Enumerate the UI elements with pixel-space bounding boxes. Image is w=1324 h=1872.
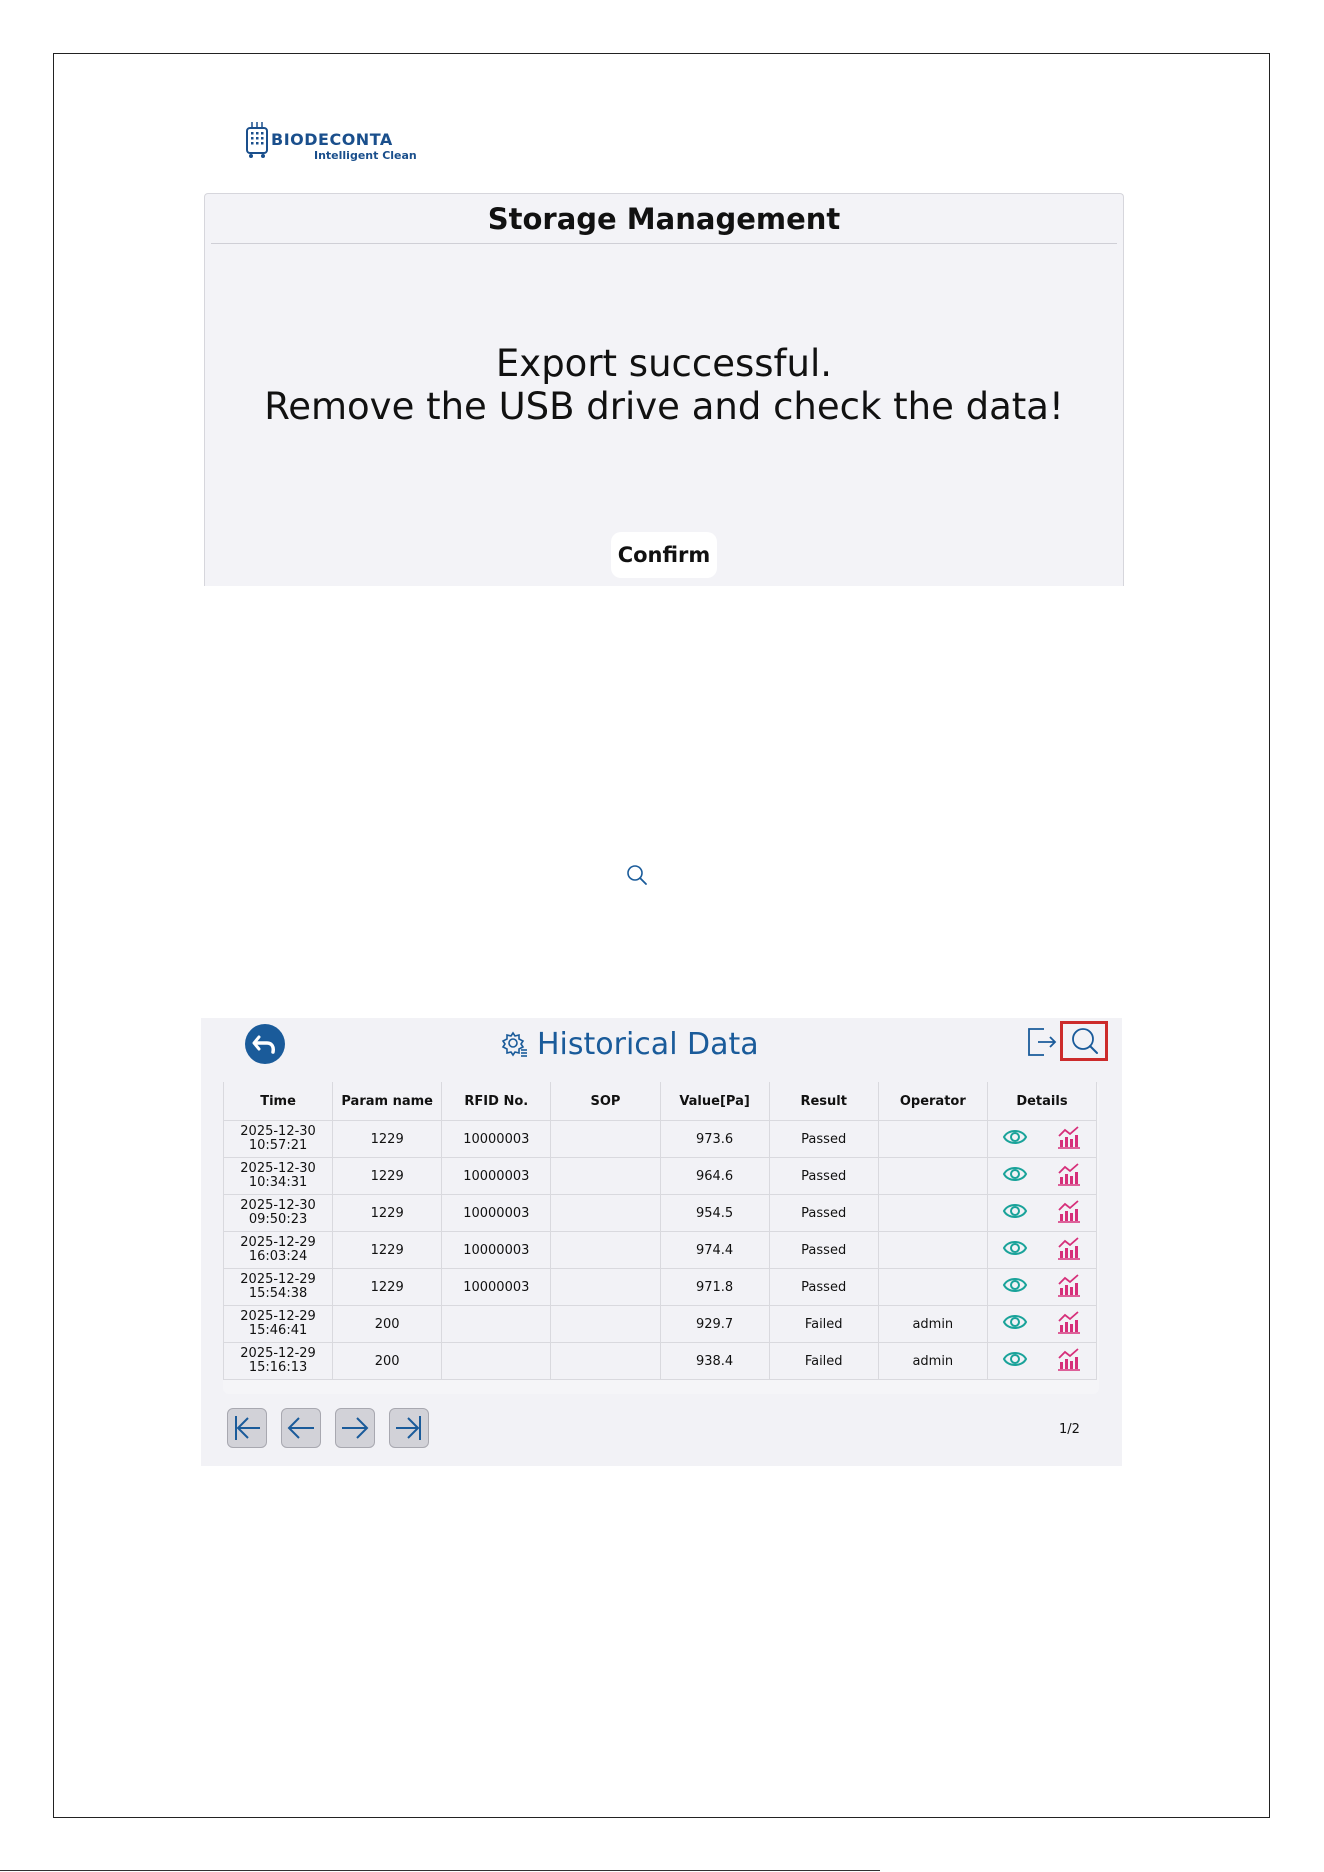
message-line-2: Remove the USB drive and check the data! (264, 385, 1064, 428)
time-cell (224, 1158, 333, 1195)
dialog-divider (211, 243, 1117, 244)
chart-icon[interactable] (1056, 1272, 1082, 1302)
logo-brand: BIODECONTA (271, 130, 393, 149)
details-cell (987, 1195, 1096, 1232)
time-clock: 15:46:41 (248, 1323, 308, 1338)
value-cell: 974.4 (660, 1232, 769, 1269)
table-row (224, 1343, 1097, 1380)
value-cell: 973.6 (660, 1121, 769, 1158)
page-indicator: 1/2 (1059, 1422, 1080, 1437)
storage-management-dialog (204, 193, 1124, 586)
details-cell (987, 1121, 1096, 1158)
history-title: Historical Data (537, 1026, 759, 1062)
details-cell (987, 1158, 1096, 1195)
column-header: Time (224, 1082, 333, 1121)
logo-icon (245, 120, 269, 160)
eye-icon[interactable] (1001, 1123, 1029, 1155)
time-date: 2025-12-29 (240, 1346, 316, 1361)
eye-icon[interactable] (1001, 1234, 1029, 1266)
details-cell (987, 1306, 1096, 1343)
logo-tagline: Intelligent Clean (314, 149, 417, 162)
table-row (224, 1306, 1097, 1343)
operator-cell: admin (878, 1306, 987, 1343)
time-cell (224, 1306, 333, 1343)
param-name-cell: 1229 (333, 1195, 442, 1232)
value-cell: 954.5 (660, 1195, 769, 1232)
result-cell: Failed (769, 1343, 878, 1380)
next-page-icon (338, 1411, 372, 1445)
result-cell: Passed (769, 1232, 878, 1269)
chart-icon[interactable] (1056, 1235, 1082, 1265)
export-icon[interactable] (1024, 1025, 1058, 1059)
sop-cell (551, 1158, 660, 1195)
time-clock: 16:03:24 (248, 1249, 308, 1264)
value-cell: 971.8 (660, 1269, 769, 1306)
table-row (224, 1195, 1097, 1232)
details-cell (987, 1232, 1096, 1269)
history-table (223, 1082, 1097, 1380)
param-name-cell: 200 (333, 1343, 442, 1380)
time-cell (224, 1232, 333, 1269)
table-row (224, 1269, 1097, 1306)
time-date: 2025-12-29 (240, 1235, 316, 1250)
column-header: Details (987, 1082, 1096, 1121)
time-cell (224, 1269, 333, 1306)
prev-page-button[interactable] (281, 1408, 321, 1448)
operator-cell (878, 1121, 987, 1158)
eye-icon[interactable] (1001, 1345, 1029, 1377)
details-cell (987, 1269, 1096, 1306)
operator-cell: admin (878, 1343, 987, 1380)
sop-cell (551, 1343, 660, 1380)
time-date: 2025-12-30 (240, 1198, 316, 1213)
next-page-button[interactable] (335, 1408, 375, 1448)
value-cell: 964.6 (660, 1158, 769, 1195)
result-cell: Passed (769, 1121, 878, 1158)
result-cell: Passed (769, 1269, 878, 1306)
rfid-cell: 10000003 (442, 1158, 551, 1195)
time-cell (224, 1195, 333, 1232)
result-cell: Passed (769, 1195, 878, 1232)
sop-cell (551, 1306, 660, 1343)
table-row (224, 1232, 1097, 1269)
rfid-cell: 10000003 (442, 1232, 551, 1269)
search-icon (626, 864, 648, 886)
sop-cell (551, 1269, 660, 1306)
rfid-cell: 10000003 (442, 1195, 551, 1232)
sop-cell (551, 1121, 660, 1158)
time-clock: 10:34:31 (248, 1175, 308, 1190)
last-page-button[interactable] (389, 1408, 429, 1448)
chart-icon[interactable] (1056, 1161, 1082, 1191)
history-table-body (224, 1121, 1097, 1380)
value-cell: 938.4 (660, 1343, 769, 1380)
footer-line (0, 1870, 880, 1871)
time-clock: 09:50:23 (248, 1212, 308, 1227)
column-header: Value[Pa] (660, 1082, 769, 1121)
rfid-cell: 10000003 (442, 1121, 551, 1158)
column-header: Param name (333, 1082, 442, 1121)
rfid-cell: 10000003 (442, 1269, 551, 1306)
dialog-message (205, 342, 1123, 428)
rfid-cell (442, 1306, 551, 1343)
message-line-1: Export successful. (495, 342, 833, 385)
table-row (224, 1121, 1097, 1158)
operator-cell (878, 1158, 987, 1195)
value-cell: 929.7 (660, 1306, 769, 1343)
param-name-cell: 1229 (333, 1121, 442, 1158)
first-page-button[interactable] (227, 1408, 267, 1448)
operator-cell (878, 1195, 987, 1232)
time-date: 2025-12-30 (240, 1161, 316, 1176)
column-header: Result (769, 1082, 878, 1121)
operator-cell (878, 1269, 987, 1306)
chart-icon[interactable] (1056, 1346, 1082, 1376)
operator-cell (878, 1232, 987, 1269)
eye-icon[interactable] (1001, 1308, 1029, 1340)
dialog-title: Storage Management (487, 202, 841, 236)
back-icon (245, 1024, 285, 1064)
search-button[interactable] (1060, 1021, 1108, 1061)
confirm-button[interactable]: Confirm (611, 532, 717, 578)
time-date: 2025-12-30 (240, 1124, 316, 1139)
eye-icon[interactable] (1001, 1271, 1029, 1303)
sop-cell (551, 1195, 660, 1232)
back-button[interactable] (245, 1024, 285, 1064)
param-name-cell: 1229 (333, 1269, 442, 1306)
search-icon (1063, 1024, 1105, 1058)
time-cell (224, 1343, 333, 1380)
time-clock: 10:57:21 (248, 1138, 308, 1153)
param-name-cell: 1229 (333, 1158, 442, 1195)
chart-icon[interactable] (1056, 1198, 1082, 1228)
history-header (501, 1024, 759, 1064)
column-header: SOP (551, 1082, 660, 1121)
table-row (224, 1158, 1097, 1195)
historical-data-screen (201, 1018, 1122, 1466)
prev-page-icon (284, 1411, 318, 1445)
table-header-row (224, 1082, 1097, 1121)
logo (245, 120, 425, 165)
chart-icon[interactable] (1056, 1124, 1082, 1154)
param-name-cell: 200 (333, 1306, 442, 1343)
result-cell: Passed (769, 1158, 878, 1195)
time-cell (224, 1121, 333, 1158)
eye-icon[interactable] (1001, 1197, 1029, 1229)
details-cell (987, 1343, 1096, 1380)
sop-cell (551, 1232, 660, 1269)
time-date: 2025-12-29 (240, 1272, 316, 1287)
eye-icon[interactable] (1001, 1160, 1029, 1192)
param-name-cell: 1229 (333, 1232, 442, 1269)
column-header: RFID No. (442, 1082, 551, 1121)
first-page-icon (230, 1411, 264, 1445)
gear-icon (501, 1030, 529, 1058)
chart-icon[interactable] (1056, 1309, 1082, 1339)
last-page-icon (392, 1411, 426, 1445)
time-date: 2025-12-29 (240, 1309, 316, 1324)
time-clock: 15:54:38 (248, 1286, 308, 1301)
pager (227, 1408, 429, 1448)
rfid-cell (442, 1343, 551, 1380)
time-clock: 15:16:13 (248, 1360, 308, 1375)
result-cell: Failed (769, 1306, 878, 1343)
column-header: Operator (878, 1082, 987, 1121)
